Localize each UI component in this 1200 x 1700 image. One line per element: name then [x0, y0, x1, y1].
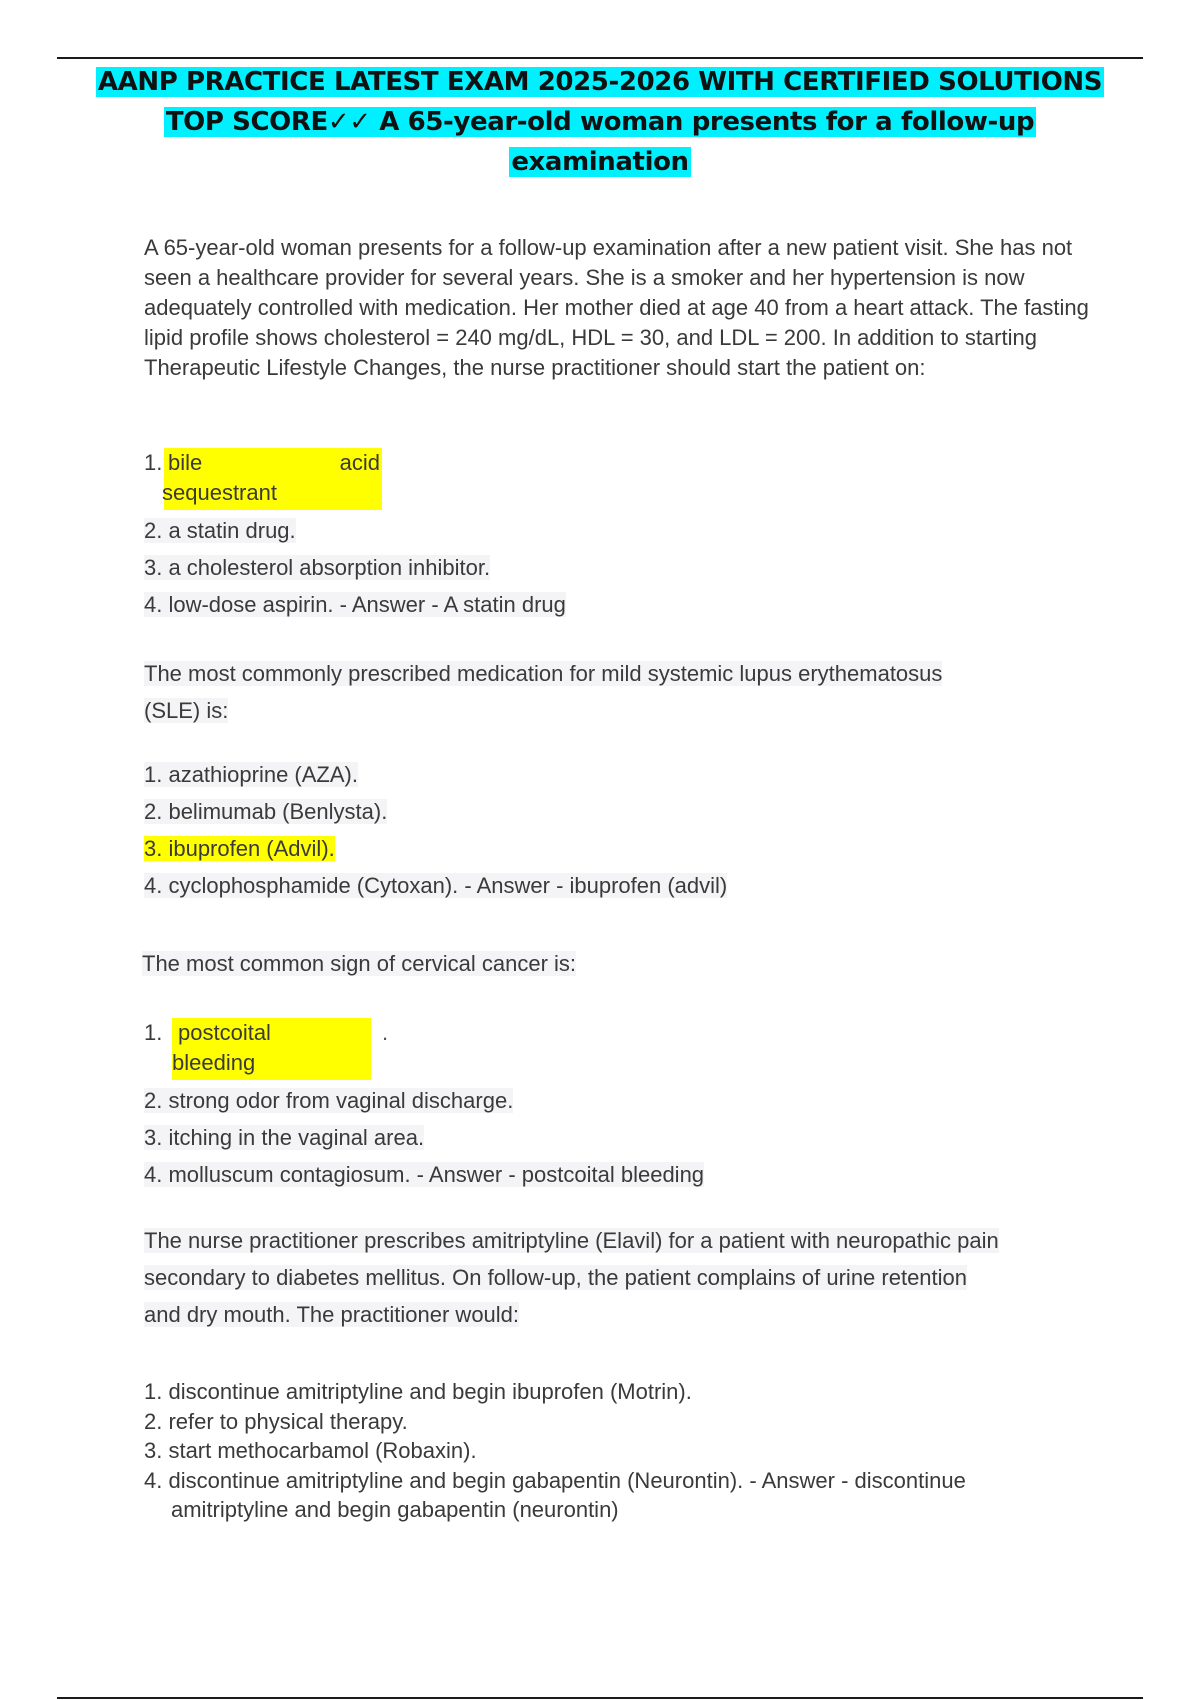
option-word-sequestrant: sequestrant	[162, 480, 277, 505]
question-4-option-1: 1. discontinue amitriptyline and begin ibuprofen (Motrin).	[144, 1379, 692, 1404]
question-4-option-2: 2. refer to physical therapy.	[144, 1408, 408, 1434]
question-3-option-3: 3. itching in the vaginal area.	[144, 1125, 425, 1150]
question-1-option-1	[144, 448, 566, 510]
title-line-3: examination	[511, 147, 689, 177]
question-2-stem-line-2: (SLE) is:	[144, 698, 229, 723]
question-4-stem-line-1: The nurse practitioner prescribes amitriptyline (Elavil) for a patient with neuropathic pain	[144, 1228, 999, 1253]
option-word-acid: acid	[339, 450, 380, 475]
highlighted-answer	[172, 1018, 371, 1080]
option-word-bile: bile	[168, 450, 203, 475]
question-2-stem	[144, 655, 1084, 729]
option-word-postcoital: postcoital	[178, 1020, 271, 1045]
title-line-2: TOP SCORE✓✓ A 65-year-old woman presents for a follow-up	[165, 107, 1035, 137]
question-2-option-4: 4. cyclophosphamide (Cytoxan). - Answer - ibuprofen (advil)	[144, 873, 728, 898]
question-2-option-3: 3. ibuprofen (Advil).	[144, 836, 335, 861]
option-number: 1.	[144, 450, 163, 475]
question-2-stem-line-1: The most commonly prescribed medication for mild systemic lupus erythematosus	[144, 661, 943, 686]
question-2-option-1: 1. azathioprine (AZA).	[144, 762, 358, 787]
question-4-option-3: 3. start methocarbamol (Robaxin).	[144, 1438, 477, 1463]
question-4-options	[144, 1377, 966, 1525]
question-4-option-4: 4. discontinue amitriptyline and begin gabapentin (Neurontin). - Answer - discontinue	[144, 1467, 966, 1493]
question-2-option-2: 2. belimumab (Benlysta).	[144, 799, 388, 824]
question-4-option-4-continued: amitriptyline and begin gabapentin (neurontin)	[171, 1497, 619, 1522]
top-rule	[57, 57, 1143, 59]
question-1-options	[144, 448, 566, 620]
question-4-stem-line-2: secondary to diabetes mellitus. On follow-up, the patient complains of urine retention	[144, 1265, 968, 1290]
option-number: 1.	[144, 1020, 163, 1045]
question-3-option-1	[144, 1018, 704, 1080]
question-1-option-3: 3. a cholesterol absorption inhibitor.	[144, 555, 491, 580]
question-4-stem	[144, 1222, 1104, 1333]
highlighted-answer	[164, 448, 382, 510]
option-word-bleeding: bleeding	[172, 1050, 256, 1075]
question-1-stem: A 65-year-old woman presents for a follow-up examination after a new patient visit. She has not seen a healthcare provider for several years. She is a smoker and her hypertension is now adequately controlled with medication. Her mother died at age 40 from a heart attack. The fasting lipid profile shows cholesterol = 240 mg/dL, HDL = 30, and LDL = 200. In addition to starting Therapeutic Lifestyle Changes, the nurse practitioner should start the patient on:	[144, 235, 1089, 380]
question-3-option-2: 2. strong odor from vaginal discharge.	[144, 1088, 514, 1113]
question-3-options	[144, 1018, 704, 1190]
question-4-stem-line-3: and dry mouth. The practitioner would:	[144, 1302, 520, 1327]
option-trailing-period: .	[382, 1020, 389, 1045]
question-1-option-2: 2. a statin drug.	[144, 518, 296, 543]
question-1-option-4: 4. low-dose aspirin. - Answer - A statin drug	[144, 592, 566, 617]
title-line-1: AANP PRACTICE LATEST EXAM 2025-2026 WITH CERTIFIED SOLUTIONS	[97, 67, 1103, 97]
question-3-option-4: 4. molluscum contagiosum. - Answer - postcoital bleeding	[144, 1162, 705, 1187]
document-title	[80, 62, 1120, 182]
question-2-options	[144, 760, 727, 901]
question-3-stem-text: The most common sign of cervical cancer is:	[142, 951, 577, 976]
bottom-rule	[57, 1697, 1143, 1699]
question-3-stem	[142, 948, 1082, 980]
